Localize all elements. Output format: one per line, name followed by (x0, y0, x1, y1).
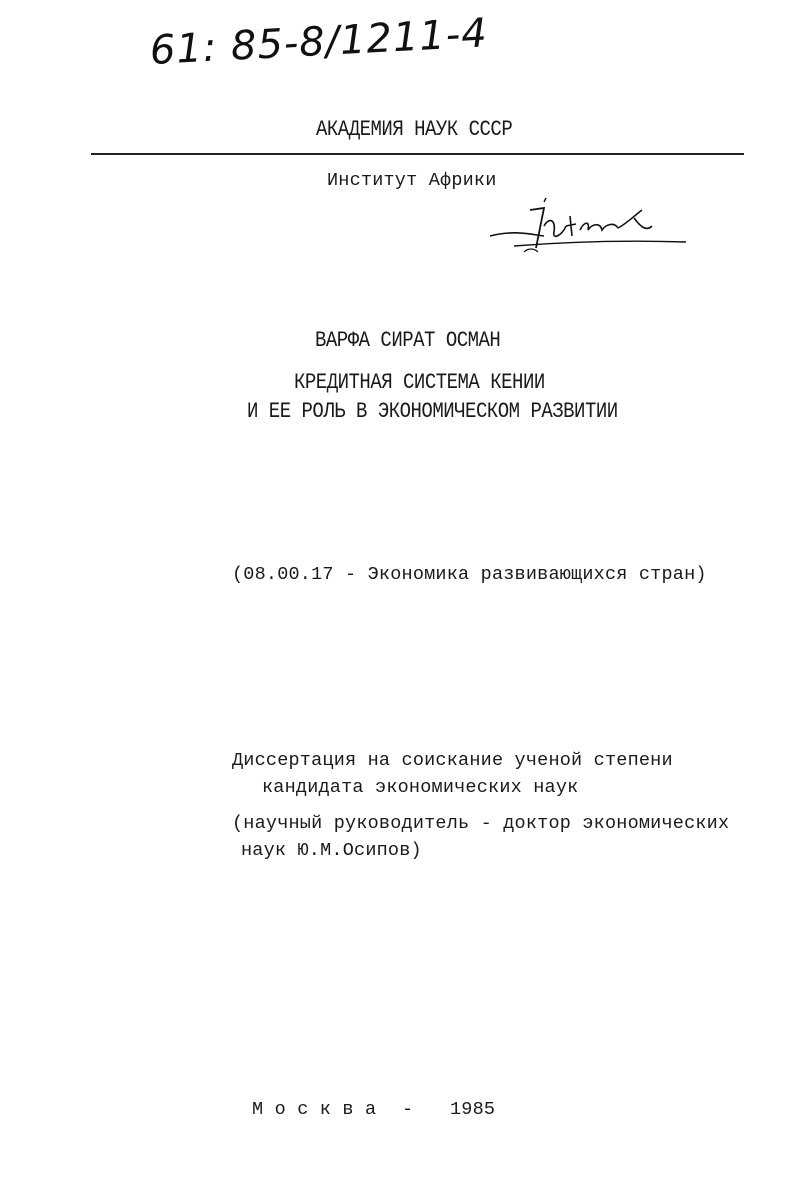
dissertation-line-1: Диссертация на соискание ученой степени (232, 750, 673, 771)
title-line-1: КРЕДИТНАЯ СИСТЕМА КЕНИИ (294, 369, 545, 395)
institute-name: Институт Африки (327, 170, 497, 191)
supervisor-line-2: наук Ю.М.Осипов) (241, 840, 422, 861)
city-name: М о с к в а (252, 1099, 377, 1120)
supervisor-line-1: (научный руководитель - доктор экономических (232, 813, 730, 834)
dissertation-line-2: кандидата экономических наук (262, 777, 579, 798)
academy-heading: АКАДЕМИЯ НАУК СССР (316, 116, 513, 142)
header-divider (91, 153, 744, 155)
title-line-2: И ЕЕ РОЛЬ В ЭКОНОМИЧЕСКОМ РАЗВИТИИ (247, 398, 618, 424)
author-name: ВАРФА СИРАТ ОСМАН (315, 327, 501, 353)
signature-image (484, 196, 694, 266)
specialty-code: (08.00.17 - Экономика развивающихся стран) (232, 564, 707, 585)
handwritten-archive-code: 61: 85-8/1211-4 (148, 10, 489, 74)
city-year-separator: - (402, 1099, 414, 1120)
publication-year: 1985 (450, 1099, 496, 1120)
